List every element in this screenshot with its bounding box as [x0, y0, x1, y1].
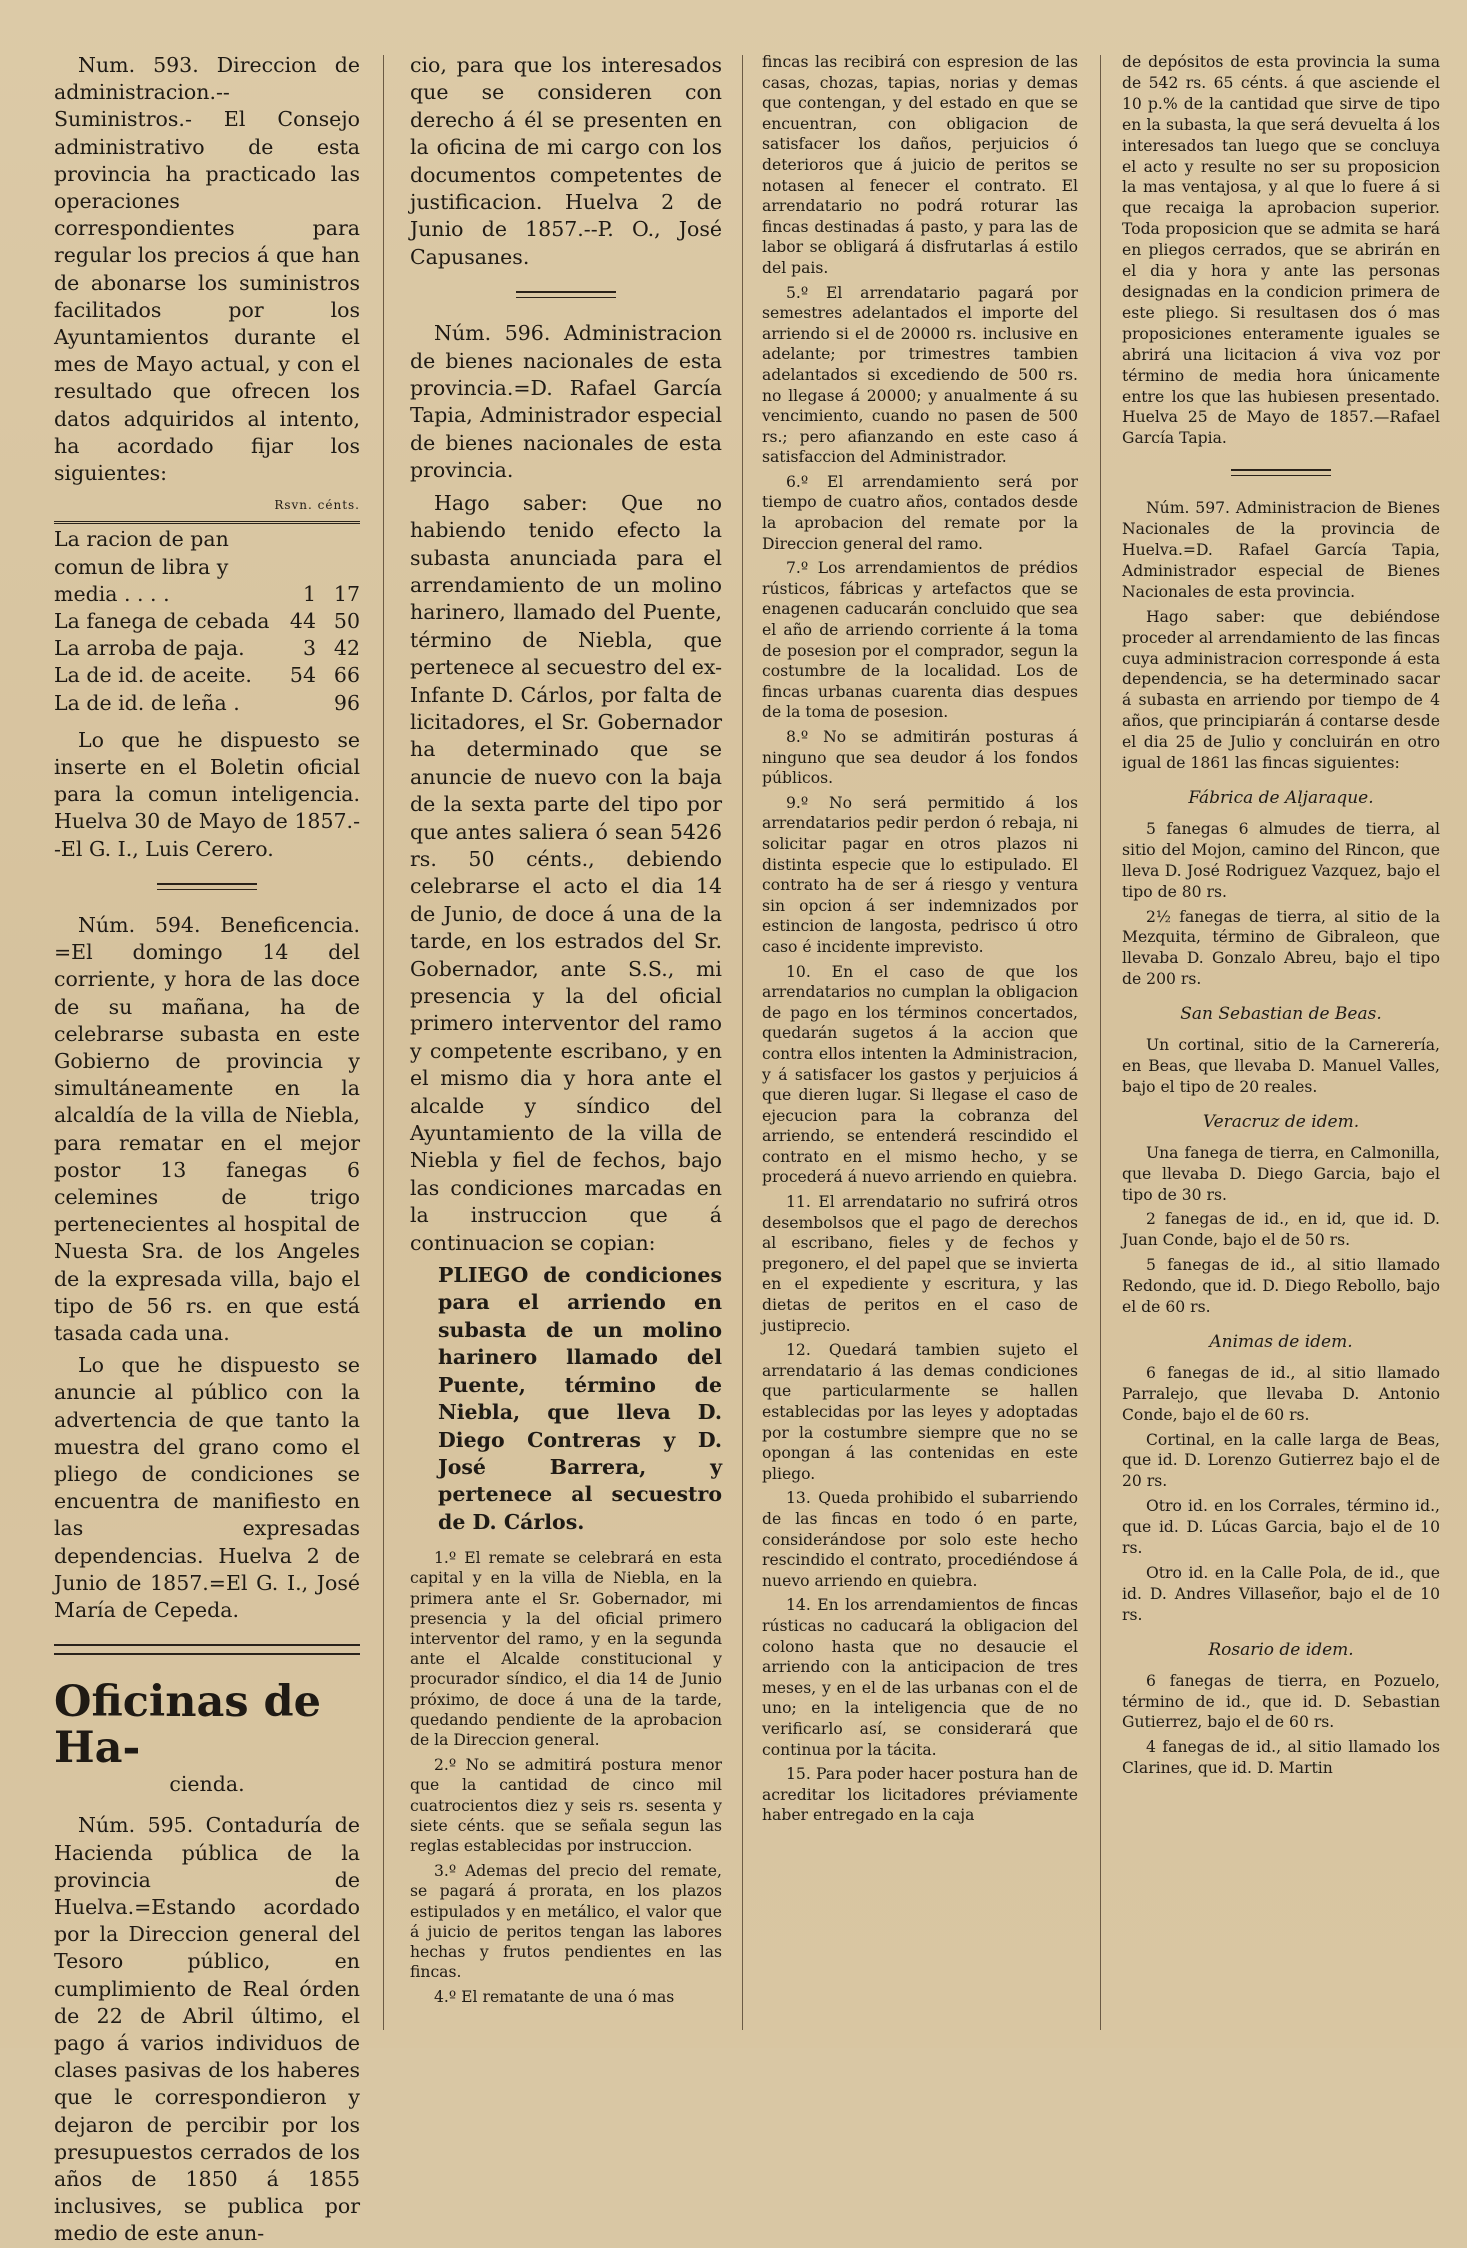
condition-3: 3.º Ademas del precio del remate, se pagará á prorata, en los plazos estipulados y en metálico, el valor que á juicio de peritos tengan las labores hechas y frutos pendientes en las fincas. [410, 1862, 722, 1982]
table-row [54, 608, 360, 635]
property-group-heading: Rosario de idem. [1208, 1639, 1354, 1660]
price-item: La fanega de cebada [54, 609, 270, 634]
property-item: 2 fanegas de id., en id, que id. D. Juan Conde, bajo el de 50 rs. [1122, 1210, 1440, 1250]
condition-1: 1.º El remate se celebrará en esta capital y en la villa de Niebla, en la primera ante el Sr. Gobernador, mi presencia y la del oficial primero interventor del ramo, y en la segunda ante el Alcalde constitucional y procurador síndico, el dia 14 de Junio próximo, de doce á una de la tarde, quedando pendiente de la aprobacion de la Direccion general. [410, 1549, 722, 1749]
price-reales [278, 690, 316, 717]
condition-15-continued: de depósitos de esta provincia la suma de 542 rs. 65 cénts. á que asciende el 10 p.% de la cantidad que sirve de tipo en la subasta, la que será devuelta á los interesados tan luego que se concluya el acto y resulte no ser su proposicion la mas ventajosa, y al que lo fuere á si que recaiga la aprobacion superior. Toda proposicion que se admita se hará en pliegos cerrados, que se abrirán en el dia y hora y ante las personas designadas en la condicion primera de este pliego. Si resultasen dos ó mas proposiciones enteramente iguales se abrirá una licitacion á viva voz por término de media hora únicamente entre los que las hubiesen presentado. Huelva 25 de Mayo de 1857.—Rafael García Tapia. [1122, 53, 1440, 448]
price-centimos: 17 [333, 581, 360, 606]
table-row [54, 662, 360, 689]
property-group-heading: Veracruz de idem. [1202, 1111, 1360, 1132]
property-item: Una fanega de tierra, en Calmonilla, que llevaba D. Diego Garcia, bajo el tipo de 30 rs. [1122, 1143, 1440, 1204]
column-3 [762, 52, 1078, 2028]
column-divider [383, 55, 384, 2030]
condition-15: 15. Para poder hacer postura han de acreditar los licitadores préviamente haber entregado en la caja [762, 1765, 1078, 1825]
notice-594: Núm. 594. Beneficencia. =El domingo 14 del corriente, y hora de las doce de su mañana, ha de celebrarse subasta en este Gobierno de provincia y simultáneamente en la alcaldía de la villa de Niebla, para rematar en el mejor postor 13 fanegas 6 celemines de trigo pertenecientes al hospital de Nuesta Sra. de los Angeles de la expresada villa, bajo el tipo de 56 rs. en que está tasada cada una. [54, 912, 360, 1345]
price-item: La arroba de paja. [54, 636, 245, 661]
condition-11: 11. El arrendatario no sufrirá otros desembolsos que el pago de derechos al escribano, fieles y de fechos y pregonero, el del papel que se invierta en el expediente y escritura, y las dietas de peritos en el caso de justiprecio. [762, 1193, 1078, 1335]
price-item: La racion de pan comun de libra y media . . . . [54, 527, 229, 606]
property-item: Otro id. en la Calle Pola, de id., que id. D. Andres Villaseñor, bajo el de 10 rs. [1122, 1564, 1440, 1624]
property-group-heading: San Sebastian de Beas. [1180, 1004, 1382, 1025]
price-centimos: 50 [333, 609, 360, 634]
conditions-list [410, 1548, 722, 2007]
column-1 [54, 52, 360, 2246]
price-item: La de id. de leña . [54, 690, 240, 715]
notice-593-closing: Lo que he dispuesto se inserte en el Boletin oficial para la comun inteligencia. Huelva 30 de Mayo de 1857.--El G. I., Luis Cerero. [54, 727, 360, 861]
price-reales: 54 [289, 663, 316, 688]
condition-12: 12. Quedará tambien sujeto el arrendatario á las demas condiciones que particularmente se hallen establecidas por las leyes y adoptadas por la costumbre siempre que no se opongan á las contenidas en este pliego. [762, 1341, 1078, 1483]
notice-595: Núm. 595. Contaduría de Hacienda pública de la provincia de Huelva.=Estando acordado por la Direccion general del Tesoro público, en cumplimiento de Real órden de 22 de Abril último, el pago á varios individuos de clases pasivas de los haberes que le correspondieron y dejaron de percibir por los presupuestos cerrados de los años de 1850 á 1855 inclusives, se publica por medio de este anun- [54, 1813, 360, 2246]
section-title: Oficinas de Ha- [54, 1677, 321, 1774]
table-row [54, 690, 360, 717]
notice-594-closing: Lo que he dispuesto se anuncie al público con la advertencia de que tanto la muestra del grano como el pliego de condiciones se encuentra de manifiesto en las expresadas dependencias. Huelva 2 de Junio de 1857.=El G. I., José María de Cepeda. [54, 1353, 360, 1622]
separator-rule [1231, 469, 1331, 476]
price-table [54, 526, 360, 716]
price-item: La de id. de aceite. [54, 663, 252, 688]
section-separator [54, 1644, 360, 1655]
price-units-header: Rsvn. cénts. [54, 492, 360, 524]
property-item: Otro id. en los Corrales, término id., que id. D. Lúcas Garcia, bajo el de 10 rs. [1122, 1497, 1440, 1558]
column-2 [410, 52, 722, 2028]
condition-13: 13. Queda prohibido el subarriendo de las fincas en todo ó en parte, considerándose por solo este hecho rescindido el contrato, procediéndose á nuevo arriendo en quiebra. [762, 1489, 1078, 1590]
property-item: 4 fanegas de id., al sitio llamado los Clarines, que id. D. Martin [1122, 1738, 1440, 1778]
price-centimos: 42 [333, 636, 360, 661]
property-item: 5 fanegas 6 almudes de tierra, al sitio del Mojon, camino del Rincon, que lleva D. José Rodriguez Vazquez, bajo el tipo de 80 rs. [1122, 819, 1440, 901]
property-item: Un cortinal, sitio de la Carnerería, en Beas, que llevaba D. Manuel Valles, bajo el tipo de 20 reales. [1122, 1036, 1440, 1096]
condition-10: 10. En el caso de que los arrendatarios no cumplan la obligacion de pago en los términos concertados, quedarán sugetos á la accion que contra ellos intenten la Administracion, y á satisfacer los gastos y perjuicios á que dieren lugar. Si llegase el caso de ejecucion para la cobranza del arriendo, se entenderá rescindido el contrato en el mismo hecho, y se procederá á nuevo arriendo en quiebra. [762, 962, 1078, 1187]
condition-6: 6.º El arrendamiento será por tiempo de cuatro años, contados desde la aprobacion del remate por la Direccion general del ramo. [762, 472, 1078, 553]
property-item: 5 fanegas de id., al sitio llamado Redondo, que id. D. Diego Rebollo, bajo el de 60 rs. [1122, 1256, 1440, 1317]
condition-4: 4.º El rematante de una ó mas [434, 1988, 675, 2007]
property-item: 6 fanegas de tierra, en Pozuelo, término de id., que id. D. Sebastian Gutierrez, bajo el de 60 rs. [1122, 1671, 1440, 1732]
table-row [54, 635, 360, 662]
property-group-heading: Fábrica de Aljaraque. [1188, 788, 1374, 808]
notice-595-continued: cio, para que los interesados que se consideren con derecho á él se presenten en la oficina de mi cargo con los documentos competentes de justificacion. Huelva 2 de Junio de 1857.--P. O., José Capusanes. [410, 53, 722, 269]
condition-5: 5.º El arrendatario pagará por semestres adelantados el importe del arriendo si el de 20000 rs. inclusive en adelante; por trimestres tambien adelantados si excediendo de 500 rs. no llegase á 20000; y anualmente á su vencimiento, cuando no pasen de 500 rs.; pero afianzando en este caso á satisfaccion del Administrador. [762, 283, 1078, 467]
price-reales: 44 [289, 609, 316, 634]
condition-7: 7.º Los arrendamientos de prédios rústicos, fábricas y artefactos que se enagenen caducarán concluido que sea el año de arriendo corriente á la toma de posesion por el comprador, segun la costumbre de la localidad. Los de fincas urbanas cuarenta dias despues de la toma de posesion. [762, 559, 1078, 722]
price-reales: 1 [302, 581, 316, 606]
price-centimos: 66 [333, 663, 360, 688]
notice-597-body: Hago saber: que debiéndose proceder al arrendamiento de las fincas cuya administracion corresponde á esta dependencia, se ha determinado sacar á subasta en arriendo por tiempo de 4 años, que principiarán á contarse desde el dia 25 de Julio y concluirán en otro igual de 1861 las fincas siguientes: [1122, 607, 1440, 773]
notice-597: Núm. 597. Administracion de Bienes Nacionales de la provincia de Huelva.=D. Rafael García Tapia, Administrador especial de Bienes Nacionales de esta provincia. [1122, 499, 1440, 601]
condition-14: 14. En los arrendamientos de fincas rústicas no caducará la obligacion del colono hasta que no desaucie el arriendo con la anticipacion de tres meses, y en el de las urbanas con el de uno; en la inteligencia que de no verificarlo así, se considerará que continua por la tácita. [762, 1596, 1078, 1759]
property-item: Cortinal, en la calle larga de Beas, que id. D. Lorenzo Gutierrez bajo el de 20 rs. [1122, 1430, 1440, 1491]
condition-8: 8.º No se admitirán posturas á ninguno que sea deudor á los fondos públicos. [762, 728, 1078, 788]
separator-rule [516, 291, 616, 298]
condition-9: 9.º No será permitido á los arrendatarios pedir perdon ó rebaja, ni solicitar pagar en otros plazos ni distinta especie que lo estipulado. El contrato ha de ser á riesgo y ventura sin opcion á ser indemnizados por estincion de langosta, pedrisco ú otro caso é incidente imprevisto. [762, 793, 1078, 956]
notice-593: Num. 593. Direccion de administracion.--Suministros.- El Consejo administrativo de esta provincia ha practicado las operaciones correspondientes para regular los precios á que han de abonarse los suministros facilitados por los Ayuntamientos durante el mes de Mayo actual, y con el resultado que ofrecen los datos adquiridos al intento, ha acordado fijar los siguientes: [54, 53, 360, 486]
condition-4-continued: fincas las recibirá con espresion de las casas, chozas, tapias, norias y demas que contengan, y del estado en que se encuentran, con obligacion de satisfacer los daños, perjuicios ó deterioros que á juicio de peritos se notasen al fenecer el contrato. El arrendatario no podrá roturar las fincas destinadas á pasto, y para las de labor se obligará á disfrutarlas á estilo del pais. [762, 53, 1078, 277]
price-reales: 3 [302, 636, 316, 661]
separator-rule [157, 883, 257, 890]
notice-596: Núm. 596. Administracion de bienes nacionales de esta provincia.=D. Rafael García Tapia, Administrador especial de bienes nacionales de esta provincia. [410, 321, 722, 483]
column-divider [742, 55, 743, 2030]
condition-2: 2.º No se admitirá postura menor que la cantidad de cinco mil cuatrocientos diez y seis rs. sesenta y siete cénts. que se señala segun las reglas establecidas por instruccion. [410, 1756, 722, 1855]
column-divider [1100, 55, 1101, 2030]
property-group-heading: Animas de idem. [1209, 1331, 1353, 1352]
column-4 [1122, 52, 1440, 2028]
notice-596-body: Hago saber: Que no habiendo tenido efecto la subasta anunciada para el arrendamiento de un molino harinero, llamado del Puente, término de Niebla, que pertenece al secuestro del ex-Infante D. Cárlos, por falta de licitadores, el Sr. Gobernador ha determinado que se anuncie de nuevo con la baja de la sexta parte del tipo por que antes saliera ó sean 5426 rs. 50 cénts., debiendo celebrarse el acto el dia 14 de Junio, de doce á una de la tarde, en los estrados del Sr. Gobernador, ante S.S., mi presencia y la del oficial primero interventor del ramo y competente escribano, y en el mismo dia y hora ante el alcalde y síndico del Ayuntamiento de la villa de Niebla y fiel de fechos, bajo las condiciones marcadas en la instruccion que á continuacion se copian: [410, 490, 722, 1255]
property-item: 2½ fanegas de tierra, al sitio de la Mezquita, término de Gibraleon, que llevaba D. Gonzalo Abreu, bajo el tipo de 200 rs. [1122, 907, 1440, 989]
section-title-continued: cienda. [169, 1772, 245, 1797]
property-item: 6 fanegas de id., al sitio llamado Parralejo, que llevaba D. Antonio Conde, bajo el de 60 rs. [1122, 1363, 1440, 1424]
table-row [54, 526, 360, 608]
pliego-heading: PLIEGO de condiciones para el arriendo en subasta de un molino harinero llamado del Puente, término de Niebla, que lleva D. Diego Contreras y D. José Barrera, y pertenece al secuestro de D. Cárlos. [438, 1263, 722, 1534]
price-centimos: 96 [333, 690, 360, 715]
